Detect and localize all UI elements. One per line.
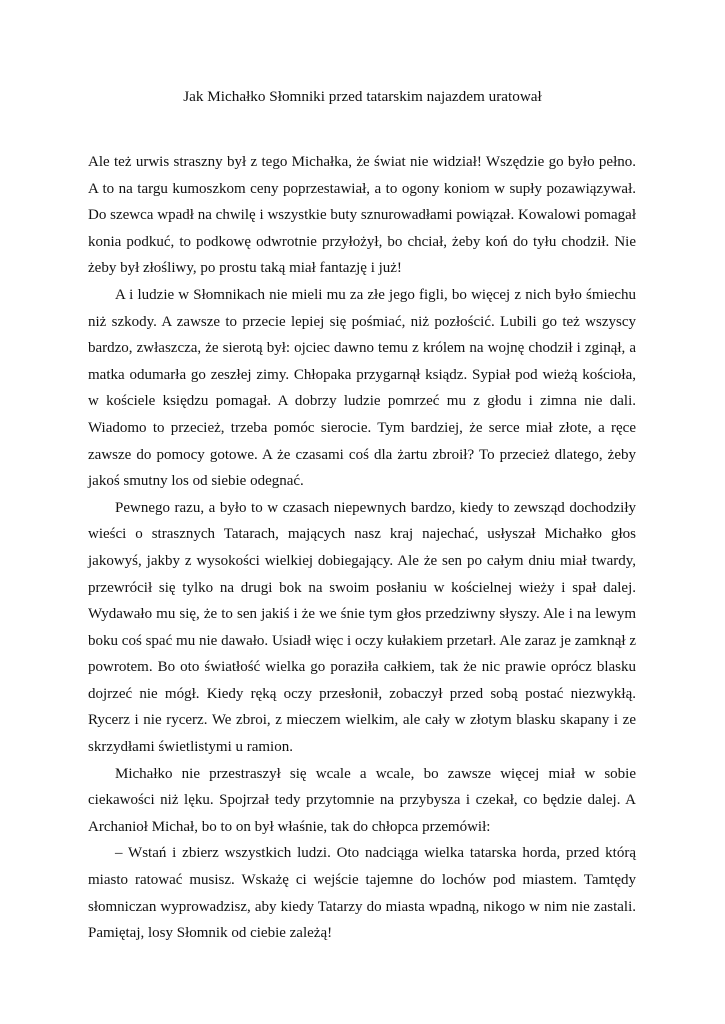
paragraph-2: A i ludzie w Słomnikach nie mieli mu za złe jego figli, bo więcej z nich było śmiechu niż szkody. A zawsze to przecie lepiej się pośmiać, niż pozłościć. Lubili go też wszyscy bardzo, zwłaszcza, że sierotą był: ojciec dawno temu z królem na wojnę chodził i zginął, a matka odumarła go zeszłej zimy. Chłopaka przygarnął ksiądz. Sypiał pod wieżą kościoła, w kościele księdzu pomagał. A dobrzy ludzie pomrzeć mu z głodu i zimna nie dali. Wiadomo to przecież, trzeba pomóc sierocie. Tym bardziej, że serce miał złote, a ręce zawsze do pomocy gotowe. A że czasami coś dla żartu zbroił? To przecież dlatego, żeby jakoś smutny los od siebie odegnać. — [88, 286, 636, 490]
paragraph-1: Ale też urwis straszny był z tego Michałka, że świat nie widział! Wszędzie go było pełno. A to na targu kumoszkom ceny poprzestawiał, a to ogony koniom w supły pozawiązywał. Do szewca wpadł na chwilę i wszystkie buty sznurowadłami powiązał. Kowalowi pomagał konia podkuć, to podkowę odwrotnie przyłożył, bo chciał, żeby koń do tyłu chodził. Nie żeby był złośliwy, po prostu taką miał fantazję i już! — [88, 154, 636, 277]
paragraph-5-dialogue: – Wstań i zbierz wszystkich ludzi. Oto nadciąga wielka tatarska horda, przed którą miasto ratować musisz. Wskażę ci wejście tajemne do lochów pod miastem. Tamtędy słomniczan wyprowadzisz, aby kiedy Tatarzy do miasta wpadną, nikogo w nim nie zastali. Pamiętaj, losy Słomnik od ciebie zależą! — [88, 845, 636, 942]
paragraph-3: Pewnego razu, a było to w czasach niepewnych bardzo, kiedy to zewsząd dochodziły wieści o strasznych Tatarach, mających nasz kraj najechać, usłyszał Michałko głos jakowyś, jakby z wysokości wielkiej dobiegający. Ale że sen po całym dniu miał twardy, przewrócił się tylko na drugi bok na swoim posłaniu w kościelnej wieży i spał dalej. Wydawało mu się, że to sen jakiś i że we śnie tym głos przedziwny słyszy. Ale i na lewym boku coś spać mu nie dawało. Usiadł więc i oczy kułakiem przetarł. Ale zaraz je zamknął z powrotem. Bo oto światłość wielka go poraziła całkiem, tak że nic prawie oprócz blasku dojrzeć nie mógł. Kiedy ręką oczy przesłonił, zobaczył przed sobą postać niezwykłą. Rycerz i nie rycerz. We zbroi, z mieczem wielkim, ale cały w złotym blasku skapany i ze skrzydłami świetlistymi u ramion. — [88, 499, 636, 756]
paragraph-4: Michałko nie przestraszył się wcale a wcale, bo zawsze więcej miał w sobie ciekawości niż lęku. Spojrzał tedy przytomnie na przybysza i czekał, co będzie dalej. A Archanioł Michał, bo to on był właśnie, tak do chłopca przemówił: — [88, 765, 636, 835]
document-body — [88, 149, 636, 947]
document-title: Jak Michałko Słomniki przed tatarskim najazdem uratował — [183, 88, 542, 105]
